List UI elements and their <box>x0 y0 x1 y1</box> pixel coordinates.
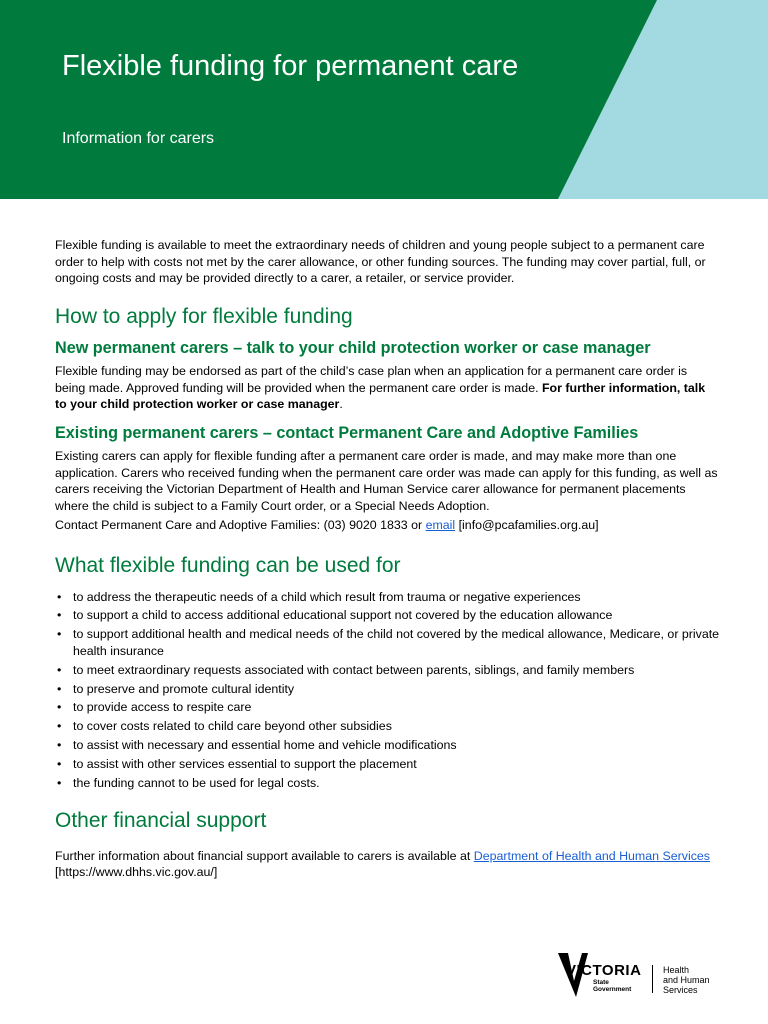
page-subtitle: Information for carers <box>62 130 215 147</box>
bullet-icon: • <box>57 681 62 696</box>
government-line: Government <box>593 986 632 993</box>
banner-teal-shape <box>0 0 768 199</box>
list-item-text: to assist with necessary and essential home and vehicle modifications <box>73 738 457 753</box>
dept-line-2: and Human <box>663 975 710 985</box>
other-support-paragraph <box>55 848 720 881</box>
header-banner <box>0 0 768 199</box>
victoria-wordmark: VICTORIA <box>566 962 642 979</box>
bullet-icon: • <box>57 738 62 753</box>
list-item <box>55 718 720 735</box>
intro-paragraph: Flexible funding is available to meet the extraordinary needs of children and young people subject to a permanent care order to help with costs not met by the carer allowance, or other funding sources. The funding may cover partial, full, or ongoing costs and may be provided directly to a carer, a retailer, or service provider. <box>55 238 706 285</box>
dhhs-link[interactable]: Department of Health and Human Services <box>473 848 710 863</box>
bullet-icon: • <box>57 589 62 604</box>
document-body <box>55 237 720 881</box>
list-item-text: to cover costs related to child care beyond other subsidies <box>73 719 392 734</box>
dept-line-1: Health <box>663 965 690 975</box>
heading-other-support: Other financial support <box>55 808 267 832</box>
list-item-text: the funding cannot to be used for legal costs. <box>73 776 320 791</box>
list-item-text: to preserve and promote cultural identity <box>73 681 295 696</box>
heading-existing-carers: Existing permanent carers – contact Permanent Care and Adoptive Families <box>55 423 639 442</box>
heading-uses: What flexible funding can be used for <box>55 553 401 577</box>
existing-carers-paragraph: Existing carers can apply for flexible funding after a permanent care order is made, and may make more than one application. Carers who received funding when the permanent care order was made can apply for this funding, as well as carers receiving the Victorian Department of Health and Human Service carer allowance for permanent placements where the child is subject to a Family Court order, or a Special Needs Adoption. <box>55 449 718 513</box>
bullet-icon: • <box>57 627 62 642</box>
email-link[interactable]: email <box>425 518 456 532</box>
heading-new-carers: New permanent carers – talk to your child protection worker or case manager <box>55 338 651 357</box>
new-carers-end: . <box>339 397 343 411</box>
victoria-government-logo <box>556 953 736 999</box>
logo-divider <box>652 965 653 993</box>
list-item-text: to address the therapeutic needs of a child which result from trauma or negative experiences <box>73 589 581 604</box>
dhhs-url-text: [https://www.dhhs.vic.gov.au/] <box>55 865 218 880</box>
bullet-icon: • <box>57 700 62 715</box>
list-item <box>55 737 720 754</box>
new-carers-text: Flexible funding may be endorsed as part of the child’s case plan when an application for a permanent care order is being made. Approved funding will be provided when the permanent care order is made. <box>55 364 688 395</box>
list-item <box>55 662 720 679</box>
bullet-icon: • <box>57 776 62 791</box>
list-item-text: to assist with other services essential to support the placement <box>73 757 417 772</box>
list-item-text: to provide access to respite care <box>73 700 252 715</box>
bullet-icon: • <box>57 662 62 677</box>
bullet-icon: • <box>57 719 62 734</box>
bullet-icon: • <box>57 757 62 772</box>
contact-email-text: [info@pcafamilies.org.au] <box>455 518 599 532</box>
department-name <box>663 965 710 995</box>
list-item <box>55 681 720 698</box>
contact-paragraph <box>55 517 720 534</box>
contact-text: Contact Permanent Care and Adoptive Families: (03) 9020 1833 or <box>55 518 426 532</box>
bullet-icon: • <box>57 608 62 623</box>
list-item <box>55 756 720 773</box>
new-carers-bold-text: For further information, talk to your child protection worker or case manager <box>55 380 706 411</box>
page-title: Flexible funding for permanent care <box>62 50 519 82</box>
list-item <box>55 589 720 606</box>
state-government-label <box>593 979 631 993</box>
list-item <box>55 775 720 792</box>
heading-how-to-apply: How to apply for flexible funding <box>55 304 353 328</box>
list-item <box>55 699 720 716</box>
state-line: State <box>593 979 609 986</box>
new-carers-paragraph <box>55 363 720 413</box>
other-support-text: Further information about financial support available to carers is available at <box>55 848 474 863</box>
list-item-text: to support a child to access additional educational support not covered by the education allowance <box>73 608 613 623</box>
dept-line-3: Services <box>663 985 698 995</box>
list-item-text: to meet extraordinary requests associated with contact between parents, siblings, and family members <box>73 662 635 677</box>
list-item <box>55 607 720 624</box>
list-item <box>55 626 720 659</box>
list-item-text: to support additional health and medical needs of the child not covered by the medical allowance, Medicare, or private health insurance <box>73 627 720 658</box>
uses-list <box>55 589 720 792</box>
